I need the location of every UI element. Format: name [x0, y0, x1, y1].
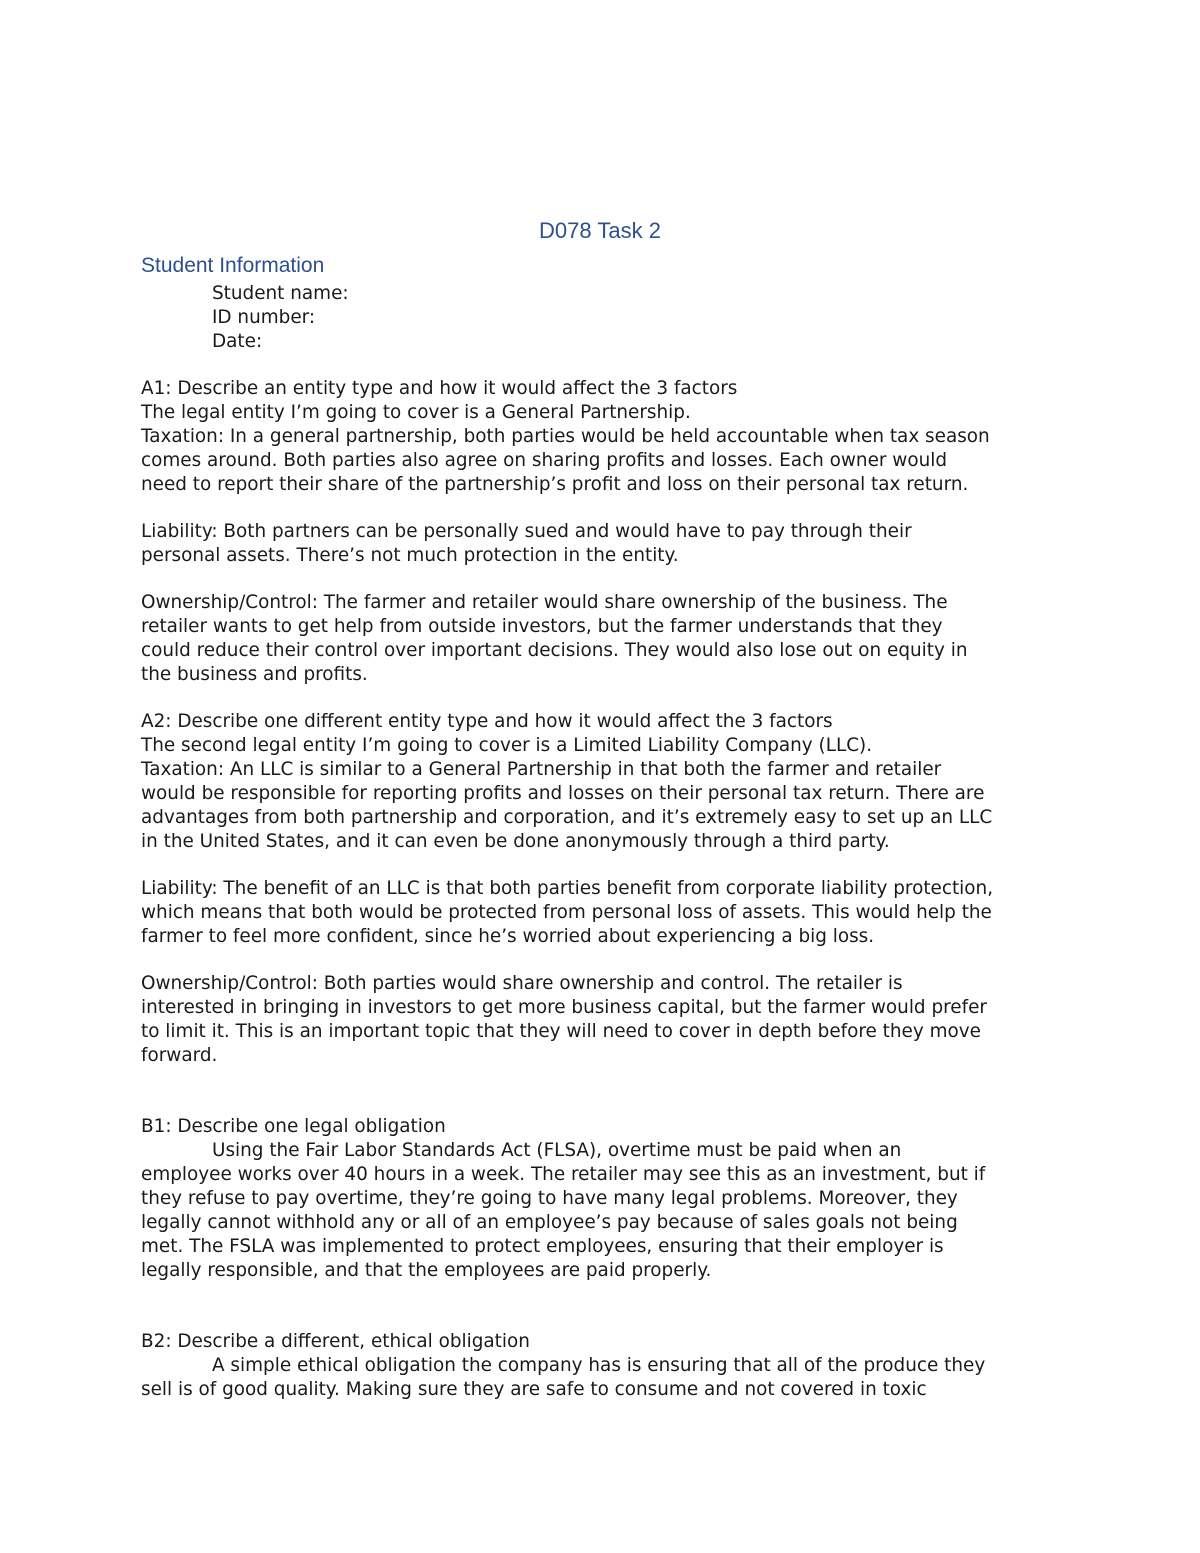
a2-liability-line: farmer to feel more confident, since he’s worried about experiencing a big loss.: [141, 926, 875, 947]
a2-ownership-line: to limit it. This is an important topic that they will need to cover in depth before they move: [141, 1021, 981, 1042]
document-title: D078 Task 2: [539, 218, 661, 243]
a1-ownership-line: retailer wants to get help from outside investors, but the farmer understands that they: [141, 616, 943, 637]
a1-heading: A1: Describe an entity type and how it would affect the 3 factors: [141, 378, 738, 399]
student-information-heading: Student Information: [141, 254, 325, 277]
a1-taxation-line: comes around. Both parties also agree on sharing profits and losses. Each owner would: [141, 450, 948, 471]
b1-line: met. The FSLA was implemented to protect employees, ensuring that their employer is: [141, 1236, 944, 1257]
a2-ownership-paragraph: [141, 972, 1061, 1068]
a2-section: [141, 710, 1061, 854]
a2-intro: The second legal entity I’m going to cover is a Limited Liability Company (LLC).: [141, 735, 873, 756]
a2-taxation-line: in the United States, and it can even be done anonymously through a third party.: [141, 831, 890, 852]
a2-liability-line: which means that both would be protected from personal loss of assets. This would help the: [141, 902, 992, 923]
a1-taxation-line: need to report their share of the partnership’s profit and loss on their personal tax return.: [141, 474, 969, 495]
b2-heading: B2: Describe a different, ethical obligation: [141, 1331, 530, 1352]
document-body: [141, 282, 1061, 1402]
id-number-label: ID number:: [212, 307, 316, 328]
b1-line: employee works over 40 hours in a week. The retailer may see this as an investment, but if: [141, 1164, 986, 1185]
a2-ownership-line: interested in bringing in investors to get more business capital, but the farmer would prefer: [141, 997, 987, 1018]
b1-heading: B1: Describe one legal obligation: [141, 1116, 446, 1137]
a2-liability-line: Liability: The benefit of an LLC is that both parties benefit from corporate liability protection,: [141, 878, 994, 899]
b2-section: [141, 1330, 1061, 1402]
b2-line: sell is of good quality. Making sure they are safe to consume and not covered in toxic: [141, 1379, 927, 1400]
b1-line: legally responsible, and that the employees are paid properly.: [141, 1260, 712, 1281]
b2-line: A simple ethical obligation the company has is ensuring that all of the produce they: [212, 1355, 986, 1376]
a1-taxation-line: Taxation: In a general partnership, both parties would be held accountable when tax season: [141, 426, 990, 447]
b1-line: legally cannot withhold any or all of an employee’s pay because of sales goals not being: [141, 1212, 958, 1233]
b1-line: they refuse to pay overtime, they’re going to have many legal problems. Moreover, they: [141, 1188, 958, 1209]
a1-ownership-line: could reduce their control over important decisions. They would also lose out on equity in: [141, 640, 968, 661]
a1-ownership-paragraph: [141, 591, 1061, 687]
date-label: Date:: [212, 331, 263, 352]
a2-taxation-line: Taxation: An LLC is similar to a General Partnership in that both the farmer and retailer: [141, 759, 942, 780]
a2-taxation-line: advantages from both partnership and corporation, and it’s extremely easy to set up an LLC: [141, 807, 993, 828]
a2-liability-paragraph: [141, 877, 1061, 949]
a1-ownership-line: the business and profits.: [141, 664, 368, 685]
a1-intro: The legal entity I’m going to cover is a General Partnership.: [141, 402, 691, 423]
a1-liability-line: Liability: Both partners can be personally sued and would have to pay through their: [141, 521, 912, 542]
b1-line: Using the Fair Labor Standards Act (FLSA), overtime must be paid when an: [212, 1140, 902, 1161]
a1-liability-paragraph: [141, 520, 1061, 568]
a2-taxation-line: would be responsible for reporting profits and losses on their personal tax return. There are: [141, 783, 985, 804]
a2-ownership-line: Ownership/Control: Both parties would share ownership and control. The retailer is: [141, 973, 903, 994]
a2-ownership-line: forward.: [141, 1045, 218, 1066]
student-info-block: [141, 282, 1061, 354]
a1-ownership-line: Ownership/Control: The farmer and retailer would share ownership of the business. The: [141, 592, 948, 613]
a1-liability-line: personal assets. There’s not much protection in the entity.: [141, 545, 679, 566]
a2-heading: A2: Describe one different entity type and how it would affect the 3 factors: [141, 711, 833, 732]
a1-section: [141, 377, 1061, 497]
student-name-label: Student name:: [212, 283, 349, 304]
b1-section: [141, 1115, 1061, 1283]
